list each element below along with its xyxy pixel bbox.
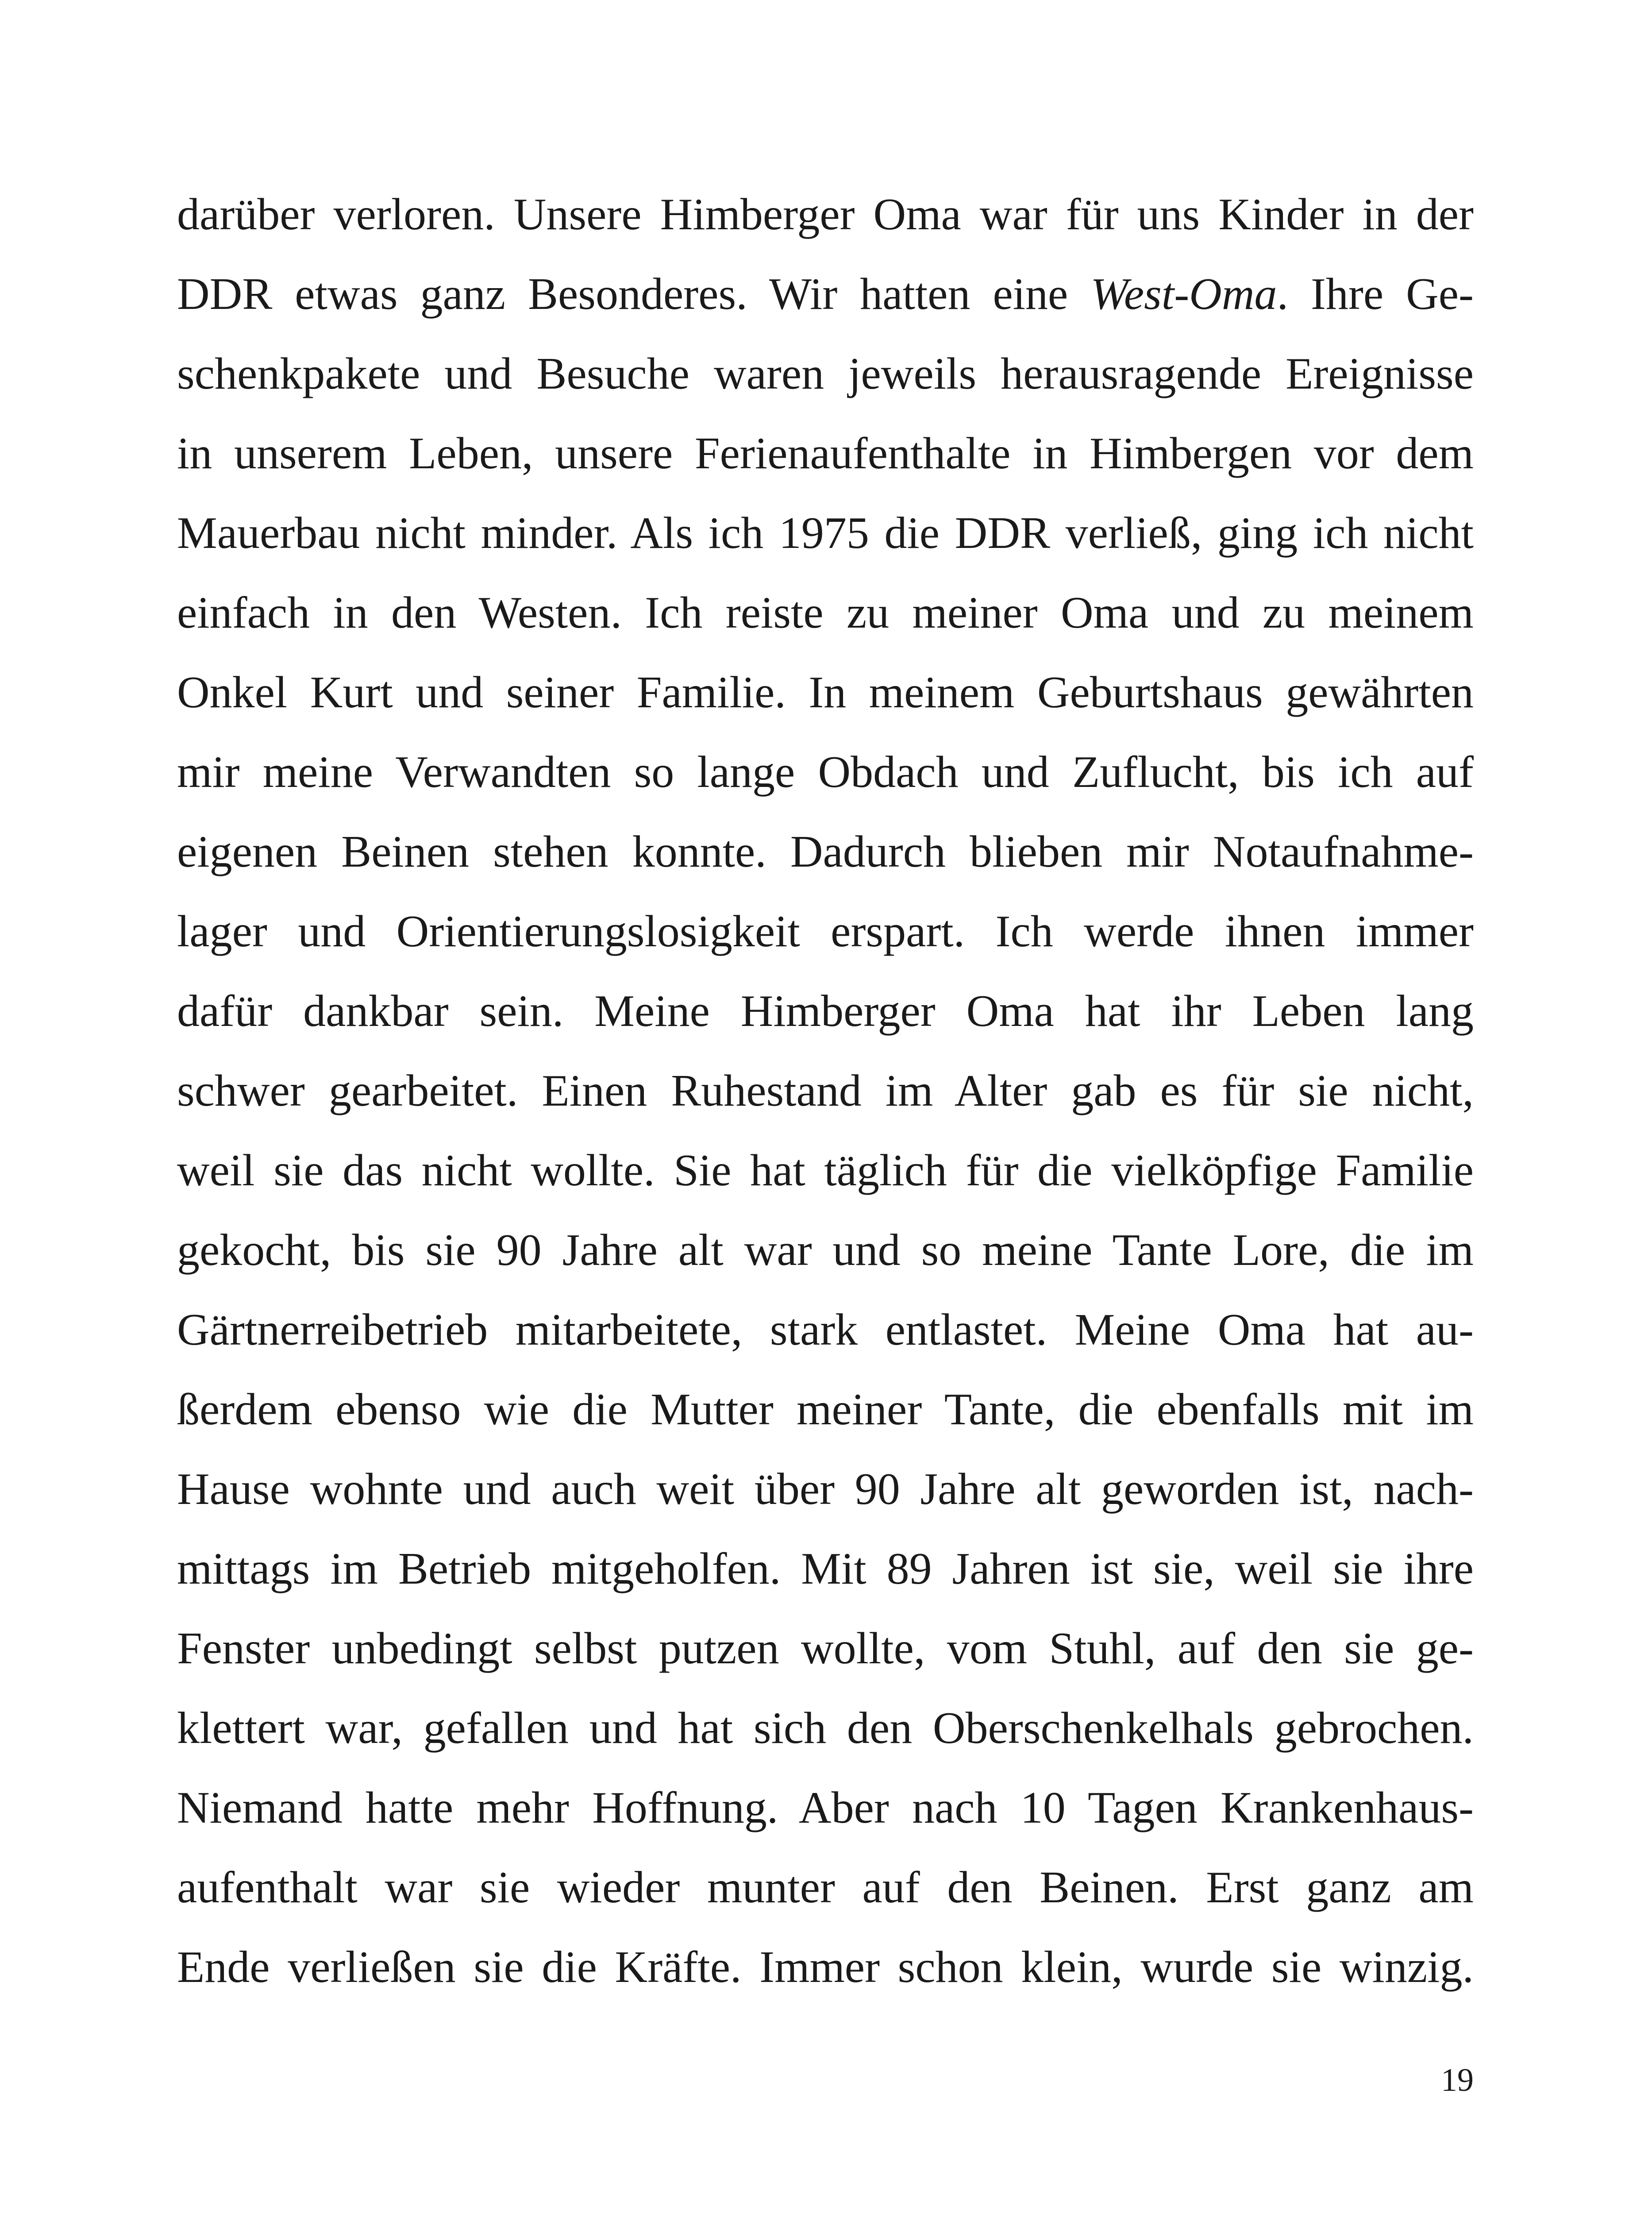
text-line: eigenen Beinen stehen konnte. Dadurch blieben mir Notaufnahme-	[177, 827, 1474, 877]
text-line: aufenthalt war sie wieder munter auf den Beinen. Erst ganz am	[177, 1862, 1474, 1912]
text-line: ßerdem ebenso wie die Mutter meiner Tante, die ebenfalls mit im	[177, 1384, 1474, 1434]
text-line: Hause wohnte und auch weit über 90 Jahre alt geworden ist, nach-	[177, 1464, 1474, 1514]
text-segment: DDR etwas ganz Besonderes. Wir hatten eine	[177, 269, 1091, 319]
page-number: 19	[1441, 2062, 1474, 2098]
text-line: Gärtnerreibetrieb mitarbeitete, stark entlastet. Meine Oma hat au-	[177, 1305, 1474, 1355]
text-line: Onkel Kurt und seiner Familie. In meinem Geburtshaus gewährten	[177, 667, 1474, 717]
text-line: einfach in den Westen. Ich reiste zu meiner Oma und zu meinem	[177, 588, 1474, 638]
text-line: Niemand hatte mehr Hoffnung. Aber nach 10 Tagen Krankenhaus-	[177, 1783, 1474, 1833]
text-line: mir meine Verwandten so lange Obdach und Zuflucht, bis ich auf	[177, 747, 1474, 797]
text-line: darüber verloren. Unsere Himberger Oma war für uns Kinder in der	[177, 189, 1474, 239]
text-line: Mauerbau nicht minder. Als ich 1975 die DDR verließ, ging ich nicht	[177, 508, 1474, 558]
text-line: mittags im Betrieb mitgeholfen. Mit 89 Jahren ist sie, weil sie ihre	[177, 1544, 1474, 1594]
italic-term: West-Oma	[1090, 269, 1277, 319]
text-line: weil sie das nicht wollte. Sie hat täglich für die vielköpfige Familie	[177, 1145, 1474, 1195]
text-line: Ende verließen sie die Kräfte. Immer schon klein, wurde sie winzig.	[177, 1942, 1474, 1992]
text-segment: . Ihre Ge-	[1277, 269, 1474, 319]
text-line: schwer gearbeitet. Einen Ruhestand im Alter gab es für sie nicht,	[177, 1066, 1474, 1116]
text-line: schenkpakete und Besuche waren jeweils herausragende Ereignisse	[177, 349, 1474, 399]
text-line: gekocht, bis sie 90 Jahre alt war und so meine Tante Lore, die im	[177, 1225, 1474, 1275]
body-text	[177, 175, 1474, 2007]
text-line	[177, 254, 1474, 334]
text-line: dafür dankbar sein. Meine Himberger Oma hat ihr Leben lang	[177, 986, 1474, 1036]
text-line: Fenster unbedingt selbst putzen wollte, vom Stuhl, auf den sie ge-	[177, 1623, 1474, 1673]
text-line: klettert war, gefallen und hat sich den Oberschenkelhals gebrochen.	[177, 1703, 1474, 1753]
text-line: lager und Orientierungslosigkeit erspart. Ich werde ihnen immer	[177, 906, 1474, 956]
text-line: in unserem Leben, unsere Ferienaufenthalte in Himbergen vor dem	[177, 428, 1474, 478]
